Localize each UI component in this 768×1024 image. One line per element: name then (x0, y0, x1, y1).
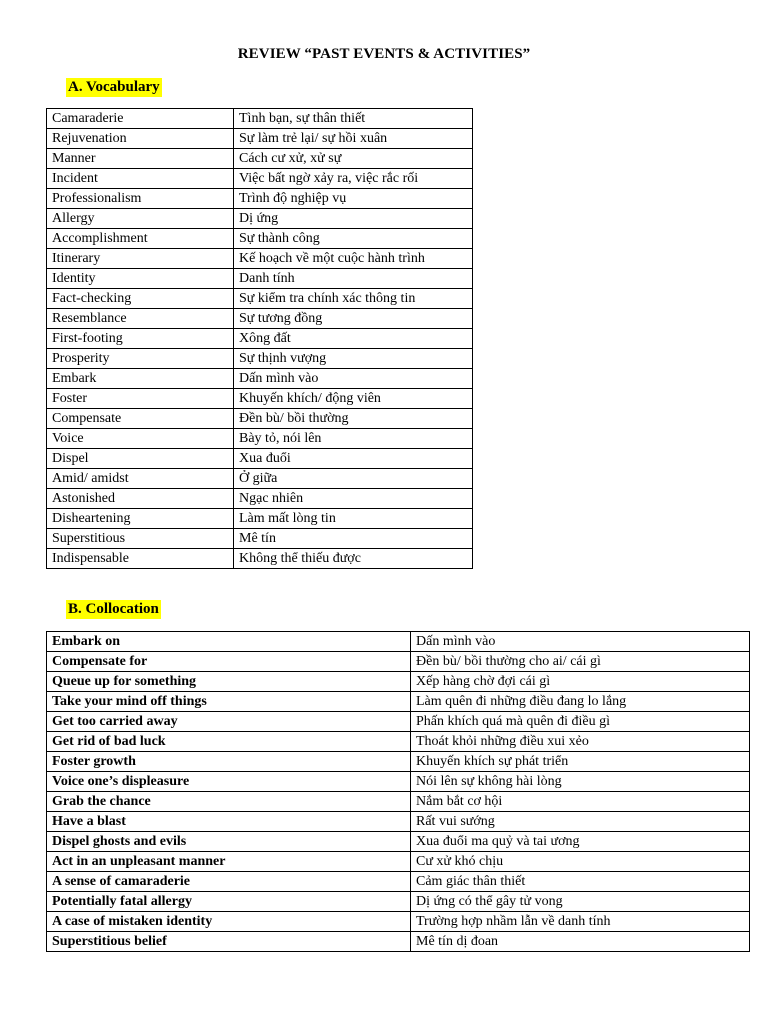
table-row (47, 529, 473, 549)
table-row (47, 692, 750, 712)
table-row (47, 752, 750, 772)
meaning-cell: Dị ứng (234, 209, 473, 229)
table-row (47, 772, 750, 792)
table-row (47, 652, 750, 672)
table-row (47, 632, 750, 652)
meaning-cell: Dị ứng có thể gây tử vong (411, 892, 750, 912)
table-row (47, 489, 473, 509)
term-cell: Astonished (47, 489, 234, 509)
meaning-cell: Cách cư xử, xử sự (234, 149, 473, 169)
meaning-cell: Sự thịnh vượng (234, 349, 473, 369)
term-cell: Amid/ amidst (47, 469, 234, 489)
term-cell: Rejuvenation (47, 129, 234, 149)
table-row (47, 149, 473, 169)
meaning-cell: Cư xử khó chịu (411, 852, 750, 872)
meaning-cell: Xua đuổi ma quỷ và tai ương (411, 832, 750, 852)
meaning-cell: Sự tương đồng (234, 309, 473, 329)
term-cell: Foster (47, 389, 234, 409)
term-cell: Get too carried away (47, 712, 411, 732)
table-row (47, 892, 750, 912)
table-row (47, 109, 473, 129)
table-row (47, 852, 750, 872)
table-row (47, 169, 473, 189)
term-cell: Itinerary (47, 249, 234, 269)
term-cell: Superstitious belief (47, 932, 411, 952)
table-row (47, 912, 750, 932)
section-heading-vocabulary: A. Vocabulary (68, 79, 160, 95)
meaning-cell: Thoát khỏi những điều xui xẻo (411, 732, 750, 752)
term-cell: A sense of camaraderie (47, 872, 411, 892)
table-row (47, 349, 473, 369)
table-row (47, 792, 750, 812)
table-row (47, 249, 473, 269)
meaning-cell: Sự làm trẻ lại/ sự hồi xuân (234, 129, 473, 149)
meaning-cell: Tình bạn, sự thân thiết (234, 109, 473, 129)
table-row (47, 509, 473, 529)
table-row (47, 189, 473, 209)
meaning-cell: Mê tín dị đoan (411, 932, 750, 952)
term-cell: Disheartening (47, 509, 234, 529)
table-row (47, 129, 473, 149)
meaning-cell: Bày tỏ, nói lên (234, 429, 473, 449)
table-row (47, 932, 750, 952)
table-row (47, 209, 473, 229)
meaning-cell: Sự thành công (234, 229, 473, 249)
table-row (47, 449, 473, 469)
meaning-cell: Nói lên sự không hài lòng (411, 772, 750, 792)
table-row (47, 712, 750, 732)
term-cell: Voice one’s displeasure (47, 772, 411, 792)
term-cell: Allergy (47, 209, 234, 229)
term-cell: Queue up for something (47, 672, 411, 692)
table-row (47, 672, 750, 692)
term-cell: A case of mistaken identity (47, 912, 411, 932)
meaning-cell: Phấn khích quá mà quên đi điều gì (411, 712, 750, 732)
term-cell: Foster growth (47, 752, 411, 772)
meaning-cell: Xông đất (234, 329, 473, 349)
vocabulary-table (46, 108, 473, 569)
meaning-cell: Xua đuổi (234, 449, 473, 469)
term-cell: Dispel ghosts and evils (47, 832, 411, 852)
meaning-cell: Việc bất ngờ xảy ra, việc rắc rối (234, 169, 473, 189)
term-cell: Manner (47, 149, 234, 169)
table-row (47, 812, 750, 832)
table-row (47, 872, 750, 892)
term-cell: Indispensable (47, 549, 234, 569)
term-cell: Act in an unpleasant manner (47, 852, 411, 872)
term-cell: Compensate (47, 409, 234, 429)
meaning-cell: Trường hợp nhầm lẫn về danh tính (411, 912, 750, 932)
page-title: REVIEW “PAST EVENTS & ACTIVITIES” (237, 46, 531, 62)
table-row (47, 329, 473, 349)
table-row (47, 549, 473, 569)
term-cell: Dispel (47, 449, 234, 469)
table-row (47, 469, 473, 489)
meaning-cell: Dấn mình vào (411, 632, 750, 652)
term-cell: Potentially fatal allergy (47, 892, 411, 912)
term-cell: Accomplishment (47, 229, 234, 249)
section-heading-collocation: B. Collocation (68, 601, 159, 617)
meaning-cell: Đền bù/ bồi thường cho ai/ cái gì (411, 652, 750, 672)
term-cell: Get rid of bad luck (47, 732, 411, 752)
table-row (47, 369, 473, 389)
table-row (47, 409, 473, 429)
table-row (47, 429, 473, 449)
table-row (47, 389, 473, 409)
term-cell: Fact-checking (47, 289, 234, 309)
term-cell: Take your mind off things (47, 692, 411, 712)
term-cell: Grab the chance (47, 792, 411, 812)
meaning-cell: Không thể thiếu được (234, 549, 473, 569)
meaning-cell: Làm mất lòng tin (234, 509, 473, 529)
term-cell: Voice (47, 429, 234, 449)
meaning-cell: Ở giữa (234, 469, 473, 489)
term-cell: First-footing (47, 329, 234, 349)
meaning-cell: Rất vui sướng (411, 812, 750, 832)
table-row (47, 229, 473, 249)
meaning-cell: Mê tín (234, 529, 473, 549)
meaning-cell: Ngạc nhiên (234, 489, 473, 509)
term-cell: Prosperity (47, 349, 234, 369)
table-row (47, 289, 473, 309)
meaning-cell: Dấn mình vào (234, 369, 473, 389)
meaning-cell: Đền bù/ bồi thường (234, 409, 473, 429)
table-row (47, 309, 473, 329)
table-row (47, 732, 750, 752)
term-cell: Resemblance (47, 309, 234, 329)
term-cell: Identity (47, 269, 234, 289)
collocation-table (46, 631, 750, 952)
term-cell: Compensate for (47, 652, 411, 672)
meaning-cell: Sự kiểm tra chính xác thông tin (234, 289, 473, 309)
term-cell: Camaraderie (47, 109, 234, 129)
meaning-cell: Xếp hàng chờ đợi cái gì (411, 672, 750, 692)
meaning-cell: Danh tính (234, 269, 473, 289)
term-cell: Incident (47, 169, 234, 189)
term-cell: Have a blast (47, 812, 411, 832)
term-cell: Embark (47, 369, 234, 389)
meaning-cell: Kế hoạch về một cuộc hành trình (234, 249, 473, 269)
meaning-cell: Khuyến khích sự phát triển (411, 752, 750, 772)
meaning-cell: Làm quên đi những điều đang lo lắng (411, 692, 750, 712)
table-row (47, 269, 473, 289)
term-cell: Embark on (47, 632, 411, 652)
meaning-cell: Khuyến khích/ động viên (234, 389, 473, 409)
term-cell: Superstitious (47, 529, 234, 549)
meaning-cell: Trình độ nghiệp vụ (234, 189, 473, 209)
meaning-cell: Cảm giác thân thiết (411, 872, 750, 892)
table-row (47, 832, 750, 852)
term-cell: Professionalism (47, 189, 234, 209)
meaning-cell: Nắm bắt cơ hội (411, 792, 750, 812)
